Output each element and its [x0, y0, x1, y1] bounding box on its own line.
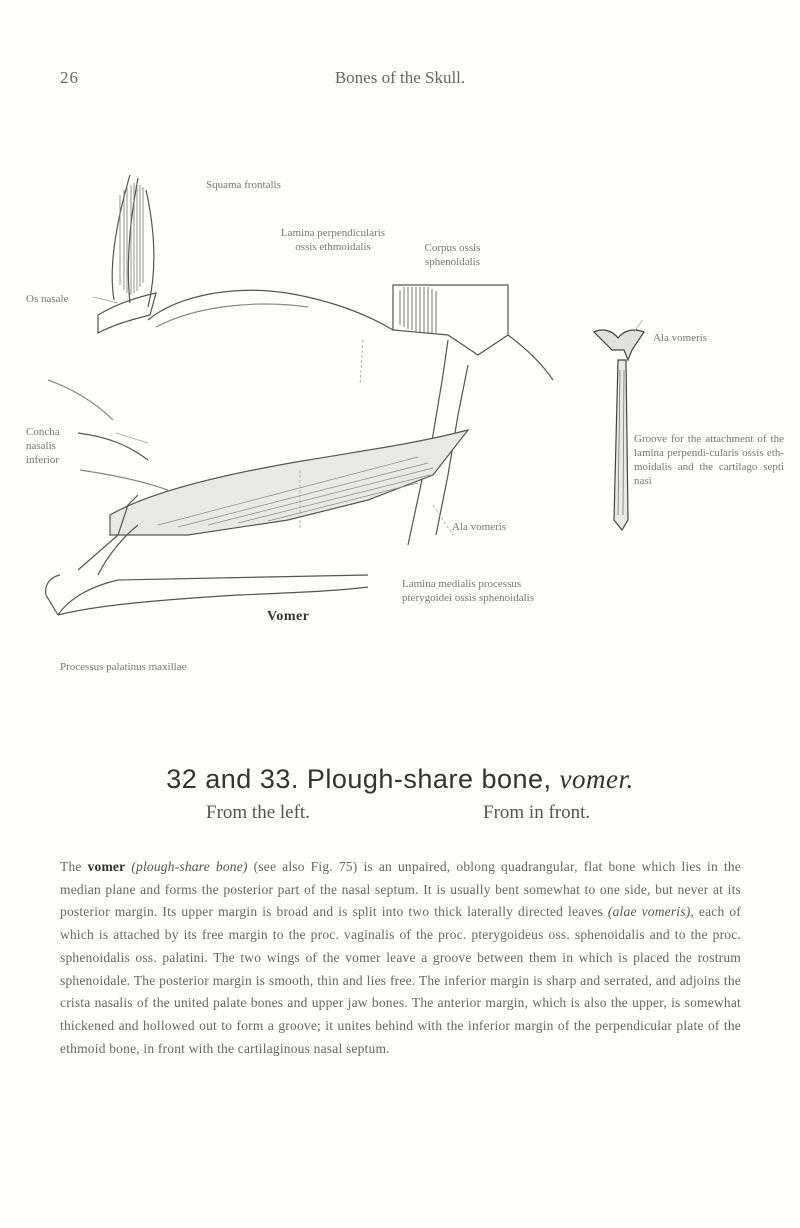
figure-caption-title — [0, 764, 800, 795]
label-lamina-perpendicularis-line2: ossis ethmoidalis — [295, 241, 371, 253]
body-term-alae-vomeris: (alae vomeris) — [607, 904, 691, 920]
label-lamina-medialis-line1: Lamina medialis processus — [402, 578, 522, 590]
label-ala-vomeris-right: Ala vomeris — [653, 332, 708, 344]
page-number: 26 — [60, 68, 79, 87]
body-term-translation: (plough-share bone) — [131, 859, 248, 874]
caption-from-front: From in front. — [483, 802, 591, 823]
label-concha-line1: Concha — [26, 426, 60, 438]
caption-title-text: 32 and 33. Plough-share bone, — [166, 764, 560, 794]
label-corpus-line2: sphenoidalis — [425, 256, 480, 268]
label-groove-note: Groove for the attachment of the lamina perpendi-cularis ossis eth-moidalis and the cartilago septi nasi — [634, 433, 784, 487]
body-text-segment: The — [60, 859, 88, 874]
label-corpus-ossis-sphenoidalis — [395, 241, 510, 269]
caption-title-italic: vomer. — [559, 764, 634, 794]
label-lamina-medialis-line2: pterygoidei ossis sphenoidalis — [402, 592, 534, 604]
label-vomer: Vomer — [267, 609, 310, 624]
label-lamina-perpendicularis-line1: Lamina perpendicularis — [280, 227, 386, 239]
label-corpus-line1: Corpus ossis — [424, 242, 481, 254]
label-ala-vomeris-left: Ala vomeris — [452, 521, 507, 533]
label-concha-line2: nasalis — [26, 440, 56, 452]
label-lamina-perpendicularis — [258, 226, 408, 254]
body-paragraph — [60, 856, 741, 1060]
caption-from-left: From the left. — [206, 802, 310, 823]
body-term-vomer: vomer — [87, 859, 126, 874]
label-lamina-medialis — [402, 577, 534, 605]
label-processus-palatinus-maxillae: Processus palatinus maxillae — [60, 661, 187, 673]
vomer-front-view-illustration — [582, 320, 662, 540]
label-concha-nasalis-inferior — [26, 425, 60, 467]
body-text-segment: , each of which is attached by its free margin to the proc. vaginalis of the proc. pterygoideus oss. sphenoidalis and to the proc. sphenoidalis oss. palatini. The two wings of the vomer leave a groove between them in which is placed the rostrum sphenoidale. The posterior margin is smooth, thin and lies free. The inferior margin is sharp and serrated, and adjoins the crista nasalis of the united palate bones and upper jaw bones. The anterior margin, which is also the upper, is somewhat thickened and hollowed out to form a groove; it unites behind with the inferior margin of the perpendicular plate of the ethmoid bone, in front with the cartilaginous nasal septum. — [60, 904, 741, 1056]
label-concha-line3: inferior — [26, 454, 59, 466]
label-os-nasale: Os nasale — [26, 293, 69, 305]
running-title: Bones of the Skull. — [334, 68, 466, 87]
label-squama-frontalis: Squama frontalis — [206, 179, 281, 191]
body-text-segment: (see also Fig. 75) is an unpaired, oblong quadrangular, flat bone which lies in the median plane and forms the posterior part of the nasal septum. It is usually bent somewhat to one side, but never at its posterior margin. Its upper margin is broad and is split into two thick laterally directed leaves — [60, 859, 742, 920]
